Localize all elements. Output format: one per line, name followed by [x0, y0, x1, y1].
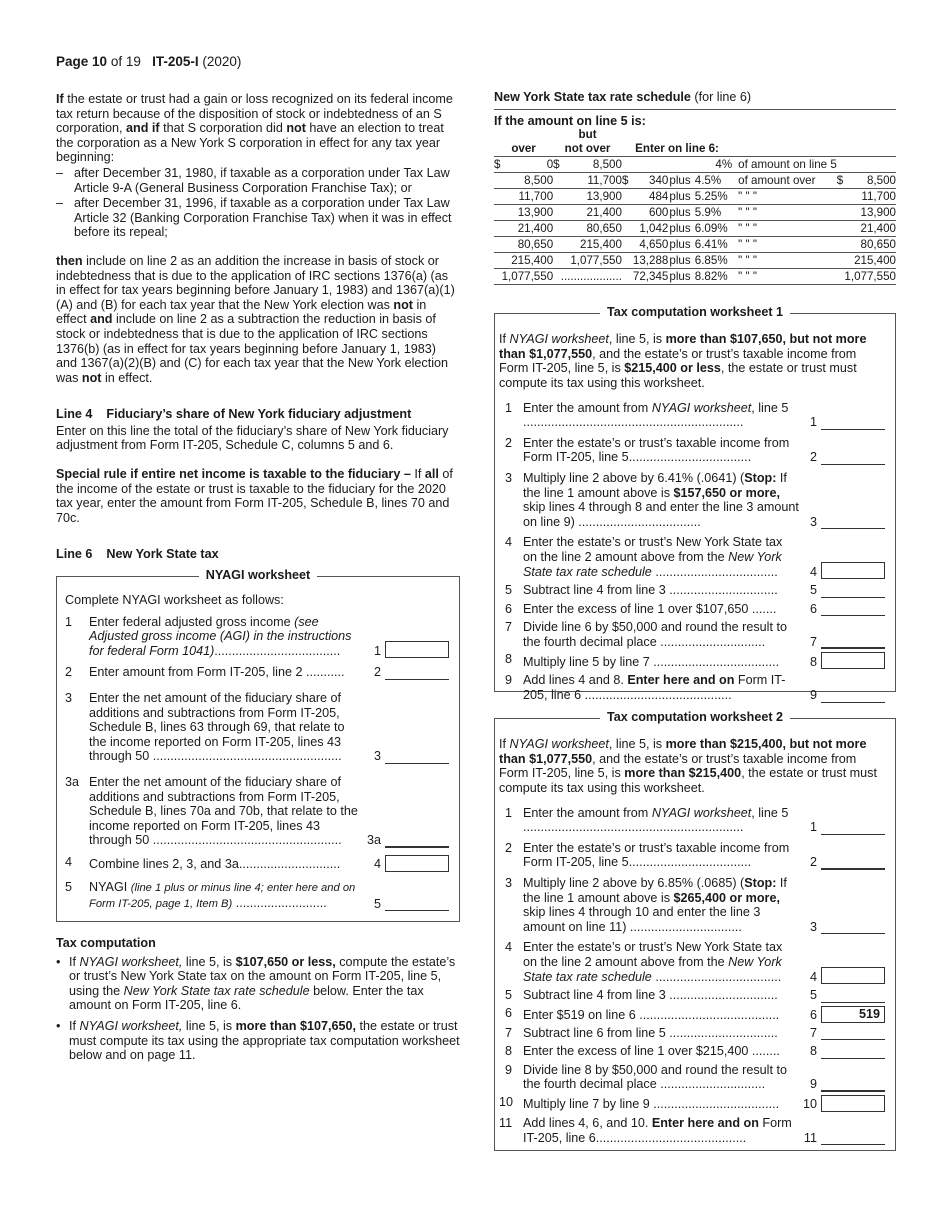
rate-cell-d1 [494, 269, 502, 285]
ws1-row-6: 6 Enter the excess of line 1 over $107,650 ....... 6 [499, 602, 885, 617]
ws2-line5-input[interactable] [821, 989, 885, 1003]
ws1-line3-input[interactable] [821, 515, 885, 529]
rate-cell-excess: 21,400 [844, 221, 896, 237]
rate-cell-notover: 215,400 [561, 237, 622, 253]
dash-item-1996: – after December 31, 1996, if taxable as a corporation under Tax Law Article 32 (Banking Corporation Franchise Tax) when it was in effect before its repeal; [56, 196, 452, 240]
rate-cell-plus: plus [669, 222, 691, 236]
page-label: Page 10 [56, 54, 108, 69]
rate-cell-d3: $ [622, 173, 632, 189]
rate-cell-d4: $ [836, 174, 844, 188]
rate-cell-notover: 1,077,550 [561, 253, 622, 269]
rate-cell-d2 [553, 173, 561, 189]
rate-cell-over: 0 [502, 157, 554, 173]
ws1-intro: If NYAGI worksheet, line 5, is more than $107,650, but not more than $1,077,550, and the estate’s or trust’s taxable income from Form IT-205, line 5, is $215,400 or less, the estate or trust must compute its tax using this worksheet. [499, 332, 867, 390]
rate-cell-base [632, 157, 668, 173]
ws2-row-4: 4 Enter the estate’s or trust’s New York State tax on the line 2 amount above from the New York State tax rate schedule .................................... 4 [499, 940, 885, 984]
form-year: (2020) [202, 54, 242, 69]
rate-cell-excess: 215,400 [844, 253, 896, 269]
rate-cell-rate: 6.85% [692, 253, 732, 269]
nyagi-row-3a: 3a Enter the net amount of the fiduciary share of additions and subtractions from Form IT-205, Schedule B, lines 70a and 70b, that relate to the income reported on Form IT-205, lines 43 through 50 ...................................................... 3a [65, 775, 449, 848]
rate-cell-excess: 1,077,550 [844, 270, 896, 284]
rate-cell-of: " " " [732, 269, 837, 285]
rate-cell-plus: plus [669, 174, 691, 188]
rate-cell-over: 80,650 [502, 237, 554, 253]
rate-cell-rate: 6.09% [692, 221, 732, 237]
ws2-intro: If NYAGI worksheet, line 5, is more than $215,400, but not more than $1,077,550, and the estate’s or trust’s taxable income from Form IT-205, line 5, is more than $215,400, the estate or trust must compute its tax using this worksheet. [499, 737, 877, 795]
rate-cell-d3 [622, 205, 632, 221]
ws1-line9-input[interactable] [821, 689, 885, 703]
ws2-line4-input[interactable] [821, 967, 885, 984]
line6-heading: Line 6 New York State tax [56, 547, 219, 562]
rate-cell-of: of amount on line 5 [732, 157, 837, 173]
rate-cell-plus: plus [669, 254, 691, 268]
rate-cell-over: 13,900 [502, 205, 554, 221]
page-header [56, 55, 241, 70]
ws2-row-6: 6 Enter $519 on line 6 ........................................ 6 519 [499, 1006, 885, 1023]
rate-cell-d2 [553, 189, 561, 205]
rate-cell-d4 [837, 205, 845, 221]
rate-schedule-title: New York State tax rate schedule (for line 6) [494, 90, 752, 104]
nyagi-worksheet [56, 568, 460, 922]
rate-cell-notover: 11,700 [561, 173, 622, 189]
ws1-row-7: 7 Divide line 6 by $50,000 and round the result to the fourth decimal place .............................. 7 [499, 620, 885, 649]
rate-cell-notover: 21,400 [561, 205, 622, 221]
tax-computation-heading: Tax computation [56, 936, 156, 951]
rate-cell-d3 [622, 221, 632, 237]
nyagi-row-3: 3 Enter the net amount of the fiduciary share of additions and subtractions from Form IT-205, Schedule B, lines 63 through 69, that relate to the income reported on Form IT-205, lines 43 through 50 ...................................................... 3 [65, 691, 449, 764]
rate-cell-rate: 5.25% [692, 189, 732, 205]
rate-cell-d1: $ [494, 158, 501, 172]
nyagi-intro: Complete NYAGI worksheet as follows: [65, 593, 284, 608]
rate-cell-of: " " " [732, 253, 837, 269]
rate-cell-excess [844, 157, 896, 173]
rate-cell-of: " " " [732, 237, 837, 253]
ws1-line5-input[interactable] [821, 584, 885, 598]
nyagi-row-4: 4 Combine lines 2, 3, and 3a............................. 4 [65, 855, 449, 872]
rate-cell-rate: 4% [692, 157, 732, 173]
rate-cell-notover: 13,900 [561, 189, 622, 205]
ws1-row-4: 4 Enter the estate’s or trust’s New York State tax on the line 2 amount above from the New York State tax rate schedule ................................... 4 [499, 535, 885, 579]
rate-cell-notover: 80,650 [561, 221, 622, 237]
ws2-row-7: 7 Subtract line 6 from line 5 ............................... 7 [499, 1026, 885, 1041]
rate-cell-base: 484 [632, 189, 668, 205]
ws2-title: Tax computation worksheet 2 [495, 710, 895, 725]
rate-schedule-table [494, 128, 896, 285]
ws2-row-10: 10 Multiply line 7 by line 9 .................................... 10 [499, 1095, 885, 1112]
ws1-line2-input[interactable] [821, 451, 885, 465]
ws2-line8-input[interactable] [821, 1045, 885, 1059]
dash-item-1980: – after December 31, 1980, if taxable as a corporation under Tax Law Article 9-A (General Business Corporation Franchise Tax); or [56, 165, 450, 195]
ws2-row-5: 5 Subtract line 4 from line 3 ............................... 5 [499, 988, 885, 1003]
rate-cell-of: " " " [732, 189, 837, 205]
page-of-label: of 19 [110, 54, 141, 69]
rate-cell-d4 [837, 221, 845, 237]
special-rule: Special rule if entire net income is taxable to the fiduciary – If all of the income of the estate or trust is taxable to the fiduciary for the 2020 tax year, enter the amount from Form IT-205, Schedule B, lines 70 and 70c. [56, 467, 453, 525]
nyagi-line2-input[interactable] [385, 666, 449, 680]
ws2-row-3: 3 Multiply line 2 above by 6.85% (.0685) (Stop: If the line 1 amount above is $265,400 or more, skip lines 4 through 10 and enter the line 3 amount on line 11) ................................ 3 [499, 876, 885, 934]
rate-cell-plus: plus [669, 190, 691, 204]
rate-schedule-if: If the amount on line 5 is: [494, 109, 896, 129]
line4-text: Enter on this line the total of the fiduciary’s share of New York fiduciary adjustment from Form IT-205, Schedule C, columns 5 and 6. [56, 423, 449, 453]
rate-cell-notover: 8,500 [561, 157, 622, 173]
ws2-row-8: 8 Enter the excess of line 1 over $215,400 ........ 8 [499, 1044, 885, 1059]
rate-row [494, 253, 896, 269]
ws1-line1-input[interactable] [821, 416, 885, 430]
right-column [494, 90, 896, 1151]
rate-cell-base: 72,345 [632, 270, 669, 284]
rate-row [494, 221, 896, 237]
line4-heading: Line 4 Fiduciary’s share of New York fiduciary adjustment [56, 407, 412, 422]
tax-worksheet-2 [494, 710, 896, 1151]
ws1-row-5: 5 Subtract line 4 from line 3 ............................... 5 [499, 583, 885, 598]
rate-cell-d1 [494, 221, 502, 237]
nyagi-row-5: 5 NYAGI (line 1 plus or minus line 4; enter here and on Form IT-205, page 1, Item B) .......................... 5 [65, 880, 449, 911]
rate-cell-rate: 5.9% [692, 205, 732, 221]
rate-cell-d1 [494, 205, 502, 221]
rate-cell-d3 [622, 237, 632, 253]
nyagi-line4-input[interactable] [385, 855, 449, 872]
rate-cell-d1 [494, 189, 502, 205]
ws2-line10-input[interactable] [821, 1095, 885, 1112]
nyagi-title: NYAGI worksheet [57, 568, 459, 583]
rate-cell-base: 1,042 [632, 221, 668, 237]
rate-cell-d2 [553, 205, 561, 221]
rate-cell-d3 [622, 253, 632, 269]
nyagi-line3a-input[interactable] [385, 834, 449, 848]
rate-cell-rate: 4.5% [692, 173, 732, 189]
ws2-line9-input[interactable] [821, 1078, 885, 1092]
nyagi-line3-input[interactable] [385, 750, 449, 764]
rate-cell-of: " " " [732, 221, 837, 237]
nyagi-line5-input[interactable] [385, 897, 449, 911]
rate-row [494, 189, 896, 205]
rate-row [494, 237, 896, 253]
rate-cell-base: 4,650 [632, 237, 668, 253]
ws1-row-2: 2 Enter the estate’s or trust’s taxable income from Form IT-205, line 5................................... 2 [499, 436, 885, 465]
rate-cell-base: 600 [632, 205, 668, 221]
tax-worksheet-1 [494, 305, 896, 703]
ws1-line4-input[interactable] [821, 562, 885, 579]
ws2-line6-value: 519 [821, 1006, 885, 1023]
rate-cell-excess: 13,900 [844, 205, 896, 221]
rate-cell-rate: 6.41% [692, 237, 732, 253]
rate-cell-d4 [837, 269, 845, 285]
rate-row [494, 205, 896, 221]
ws1-line8-input[interactable] [821, 652, 885, 669]
rate-cell-plus: plus [669, 270, 691, 284]
rate-cell-over: 215,400 [502, 253, 554, 269]
form-id: IT-205-I [152, 54, 199, 69]
then-paragraph: then include on line 2 as an addition the increase in basis of stock or indebtedness that is due to the application of IRC sections 1376(a) (as in effect for tax years beginning before January 1, 1983) and 1367(a)(1)(A) and (B) for each tax year that the New York election was not in effect and include on line 2 as a subtraction the reduction in basis of stock or indebtedness that is due to the application of IRC sections 1376(b) (as in effect for tax years beginning before January 1, 1983) and 1367(a)(2)(B) and (C) for each tax year that the New York election was not in effect. [56, 253, 455, 385]
rate-cell-d4 [837, 237, 845, 253]
rate-cell-d4 [837, 189, 845, 205]
s-corp-intro: If the estate or trust had a gain or loss recognized on its federal income tax return because of the disposition of stock or indebtedness of an S corporation, and if that S corporation did not have an election to treat the corporation as a New York S corporation in effect for any tax year beginning: [56, 92, 453, 165]
ws2-line3-input[interactable] [821, 920, 885, 934]
rate-cell-notover: ................... [560, 270, 622, 284]
ws1-title: Tax computation worksheet 1 [495, 305, 895, 320]
rate-cell-d1 [494, 173, 502, 189]
rate-cell-over: 21,400 [502, 221, 554, 237]
ws1-row-1: 1 Enter the amount from NYAGI worksheet, line 5 ............................................................... 1 [499, 401, 885, 430]
rate-row [494, 157, 896, 173]
rate-cell-excess: 11,700 [844, 189, 896, 205]
rate-cell-base: 340 [632, 173, 668, 189]
rate-cell-d2 [553, 221, 561, 237]
ws2-line7-input[interactable] [821, 1026, 885, 1040]
rate-cell-d1 [494, 237, 502, 253]
rate-cell-of: " " " [732, 205, 837, 221]
left-column [56, 92, 460, 1063]
rate-cell-plus: plus [669, 238, 691, 252]
rate-cell-d4 [837, 157, 845, 173]
rate-cell-d2 [553, 253, 561, 269]
rate-cell-d4 [837, 253, 845, 269]
rate-cell-base: 13,288 [632, 254, 669, 268]
rate-cell-excess: 80,650 [844, 237, 896, 253]
ws2-line2-input[interactable] [821, 856, 885, 870]
ws1-row-9: 9 Add lines 4 and 8. Enter here and on Form IT-205, line 6 .......................................... 9 [499, 673, 885, 702]
nyagi-row-2: 2 Enter amount from Form IT-205, line 2 ........... 2 [65, 665, 449, 680]
rate-cell-d3 [622, 189, 632, 205]
rate-cell-over: 1,077,550 [501, 270, 554, 284]
rate-cell-d3 [622, 157, 632, 173]
rate-row [494, 269, 896, 285]
rate-cell-over: 11,700 [502, 189, 554, 205]
rate-cell-d3 [622, 269, 632, 285]
rate-cell-plus [668, 157, 691, 173]
rate-cell-plus: plus [669, 206, 691, 220]
rate-cell-rate: 8.82% [692, 269, 732, 285]
rate-cell-of: of amount over [732, 173, 837, 189]
rate-cell-d2 [553, 269, 561, 285]
nyagi-row-1: 1 Enter federal adjusted gross income (see Adjusted gross income (AGI) in the instructions for federal Form 1041).................................... 1 [65, 615, 449, 659]
ws2-row-1: 1 Enter the amount from NYAGI worksheet, line 5 ............................................................... 1 [499, 806, 885, 835]
rate-cell-d1 [494, 253, 502, 269]
rate-cell-over: 8,500 [502, 173, 554, 189]
tax-comp-bullet-2: • If NYAGI worksheet, line 5, is more than $107,650, the estate or trust must compute its tax using the appropriate tax computation worksheet below and on page 11. [56, 1019, 460, 1063]
ws2-line1-input[interactable] [821, 821, 885, 835]
ws2-row-2: 2 Enter the estate’s or trust’s taxable income from Form IT-205, line 5................................... 2 [499, 841, 885, 870]
rate-row [494, 173, 896, 189]
ws2-row-9: 9 Divide line 8 by $50,000 and round the result to the fourth decimal place .............................. 9 [499, 1063, 885, 1092]
ws2-row-11: 11 Add lines 4, 6, and 10. Enter here and on Form IT-205, line 6........................................... 11 [499, 1116, 885, 1145]
rate-cell-excess: 8,500 [844, 173, 896, 189]
tax-comp-bullet-1: • If NYAGI worksheet, line 5, is $107,650 or less, compute the estate’s or trust’s New York State tax on the amount on Form IT-205, line 5, using the New York State tax rate schedule below. Enter the tax amount on Form IT-205, line 6. [56, 954, 456, 1013]
rate-cell-d2 [553, 237, 561, 253]
rate-cell-d2: $ [553, 158, 560, 172]
ws2-line11-input[interactable] [821, 1131, 885, 1145]
ws1-row-8: 8 Multiply line 5 by line 7 .................................... 8 [499, 652, 885, 669]
rate-header-row: over but not over Enter on line 6: [494, 128, 896, 157]
ws1-row-3: 3 Multiply line 2 above by 6.41% (.0641) (Stop: If the line 1 amount above is $157,650 or more, skip lines 4 through 8 and enter the line 3 amount on line 9) ................................... 3 [499, 471, 885, 529]
nyagi-line1-input[interactable] [385, 641, 449, 658]
ws1-line7-input[interactable] [821, 635, 885, 649]
ws1-line6-input[interactable] [821, 602, 885, 616]
